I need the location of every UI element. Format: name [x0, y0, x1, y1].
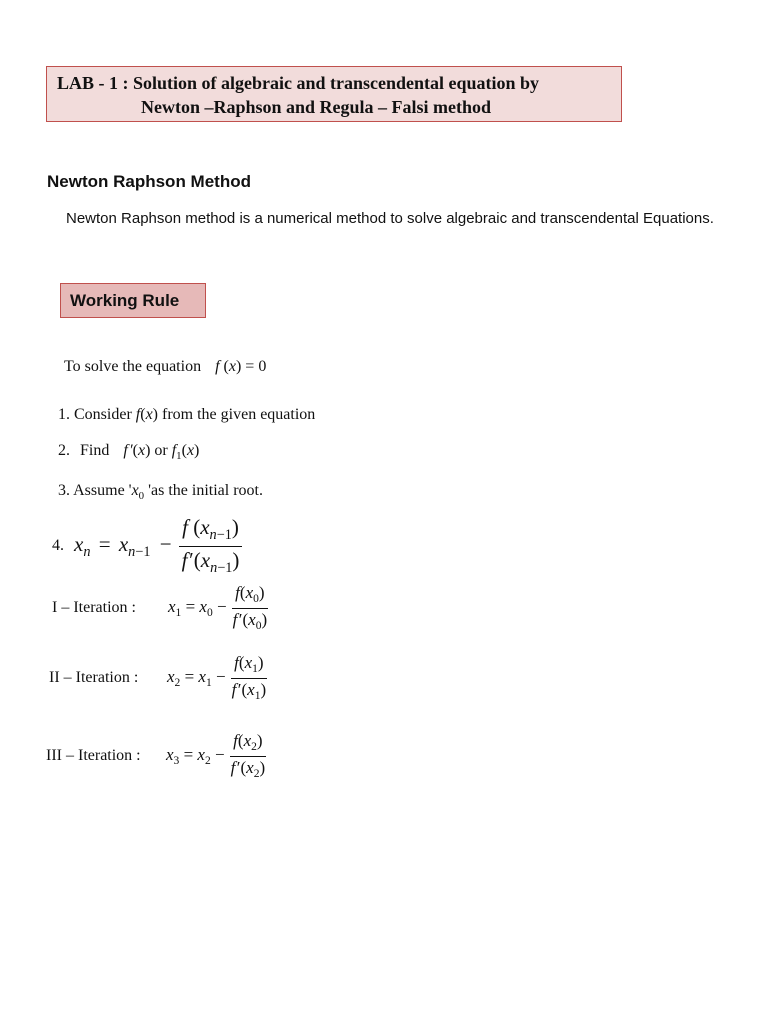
iteration-1: [52, 584, 273, 633]
iteration-1-label: I – Iteration :: [52, 599, 136, 617]
iteration-1-formula: $x_1 = x_0$ −: [168, 597, 227, 620]
solve-equation-line: To solve the equation f (x) = 0: [64, 358, 267, 375]
step-2-number: 2.: [58, 442, 70, 459]
step-1-suffix: from the given equation: [162, 406, 316, 423]
step-4: [52, 516, 245, 576]
step-4-fraction: $\frac{f (x_{n-1})}{f '(x_{n-1})}$: [179, 516, 243, 576]
iteration-2-fraction: $\frac{f(x_1)}{f '(x_1)}$: [231, 653, 267, 702]
step-4-number: 4.: [52, 537, 64, 555]
iteration-2: [49, 654, 272, 703]
step-2-derivative: f ′: [123, 442, 133, 459]
iteration-3-fraction: $\frac{f(x_2)}{f '(x_2)}$: [230, 731, 266, 780]
intro-paragraph: Newton Raphson method is a numerical method to solve algebraic and transcendental Equations.: [66, 210, 714, 227]
iteration-1-fraction: $\frac{f(x_0)}{f '(x_0)}$: [232, 583, 268, 632]
step-4-formula: $x_n = x_{n-1}$ −: [74, 531, 172, 560]
step-2-f1: f: [171, 442, 177, 459]
solve-equation-text: To solve the equation: [64, 358, 202, 375]
lab-title-box: [46, 66, 622, 122]
lab-title-line-1: LAB - 1 : Solution of algebraic and transcendental equation by: [57, 73, 540, 93]
working-rule-box: [60, 283, 206, 318]
step-3: 3. Assume '$x_0$ 'as the initial root.: [58, 482, 263, 502]
lab-title-line-2: Newton –Raphson and Regula – Falsi method: [141, 97, 492, 117]
section-heading: Newton Raphson Method: [47, 172, 251, 191]
step-1-prefix: Consider: [74, 406, 132, 423]
step-1-number: 1.: [58, 406, 70, 423]
step-3-suffix: 'as the initial root.: [148, 482, 263, 499]
step-1: 1. Consider f(x) from the given equation: [58, 406, 316, 423]
step-3-number: 3.: [58, 482, 70, 499]
iteration-3-label: III – Iteration :: [46, 747, 141, 765]
step-3-prefix: Assume ': [73, 482, 132, 499]
step-2-prefix: Find: [80, 442, 110, 459]
iteration-2-formula: $x_2 = x_1$ −: [167, 667, 226, 690]
iteration-2-label: II – Iteration :: [49, 669, 139, 687]
step-1-formula: f: [135, 406, 141, 423]
iteration-3: [46, 732, 271, 781]
step-3-x0: x: [131, 482, 139, 499]
step-2-or: or: [154, 442, 168, 459]
working-rule-label: Working Rule: [70, 291, 180, 310]
step-2: 2. Find f ′(x) or $f_1(x)$: [58, 442, 200, 462]
iteration-3-formula: $x_3 = x_2$ −: [166, 745, 225, 768]
equation-f-of-x-equals-zero: f: [215, 358, 220, 375]
